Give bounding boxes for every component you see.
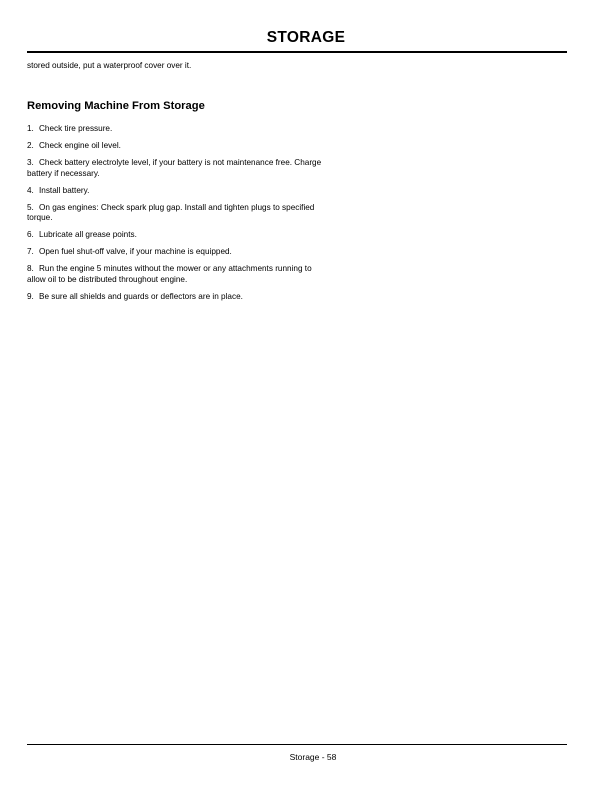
step-number: 6. xyxy=(27,230,34,240)
step-number: 8. xyxy=(27,264,34,274)
step-text: Check engine oil level. xyxy=(39,140,121,150)
step-number: 9. xyxy=(27,291,34,301)
section-heading: Removing Machine From Storage xyxy=(27,100,205,112)
step-number: 7. xyxy=(27,247,34,257)
step-number: 3. xyxy=(27,157,34,167)
step-text: Check battery electrolyte level, if your battery is not maintenance free. Charge battery if necessary. xyxy=(27,157,322,178)
step-item xyxy=(27,158,327,179)
step-text: Run the engine 5 minutes without the mower or any attachments running to allow oil to be distributed throughout engine. xyxy=(27,264,312,284)
step-item xyxy=(27,186,327,197)
step-item xyxy=(27,264,327,285)
steps-list xyxy=(27,124,327,309)
page-footer: Storage - 58 xyxy=(289,752,337,762)
step-item xyxy=(27,230,327,241)
step-item xyxy=(27,203,327,224)
step-text: Lubricate all grease points. xyxy=(39,230,137,240)
step-item xyxy=(27,247,327,258)
step-number: 1. xyxy=(27,124,34,133)
step-text: Be sure all shields and guards or deflectors are in place. xyxy=(39,291,243,301)
footer-rule xyxy=(27,744,567,745)
step-text: Open fuel shut-off valve, if your machine is equipped. xyxy=(39,247,232,257)
step-item xyxy=(27,124,327,135)
header-rule xyxy=(27,51,567,53)
step-item xyxy=(27,292,327,303)
step-text: Check tire pressure. xyxy=(39,124,113,133)
step-number: 2. xyxy=(27,140,34,150)
intro-paragraph: stored outside, put a waterproof cover over it. xyxy=(27,61,192,70)
step-item xyxy=(27,141,327,152)
page-title: STORAGE xyxy=(266,29,346,46)
step-number: 5. xyxy=(27,202,34,212)
step-number: 4. xyxy=(27,185,34,195)
step-text: On gas engines: Check spark plug gap. Install and tighten plugs to specified torque. xyxy=(27,202,315,223)
step-text: Install battery. xyxy=(39,185,90,195)
